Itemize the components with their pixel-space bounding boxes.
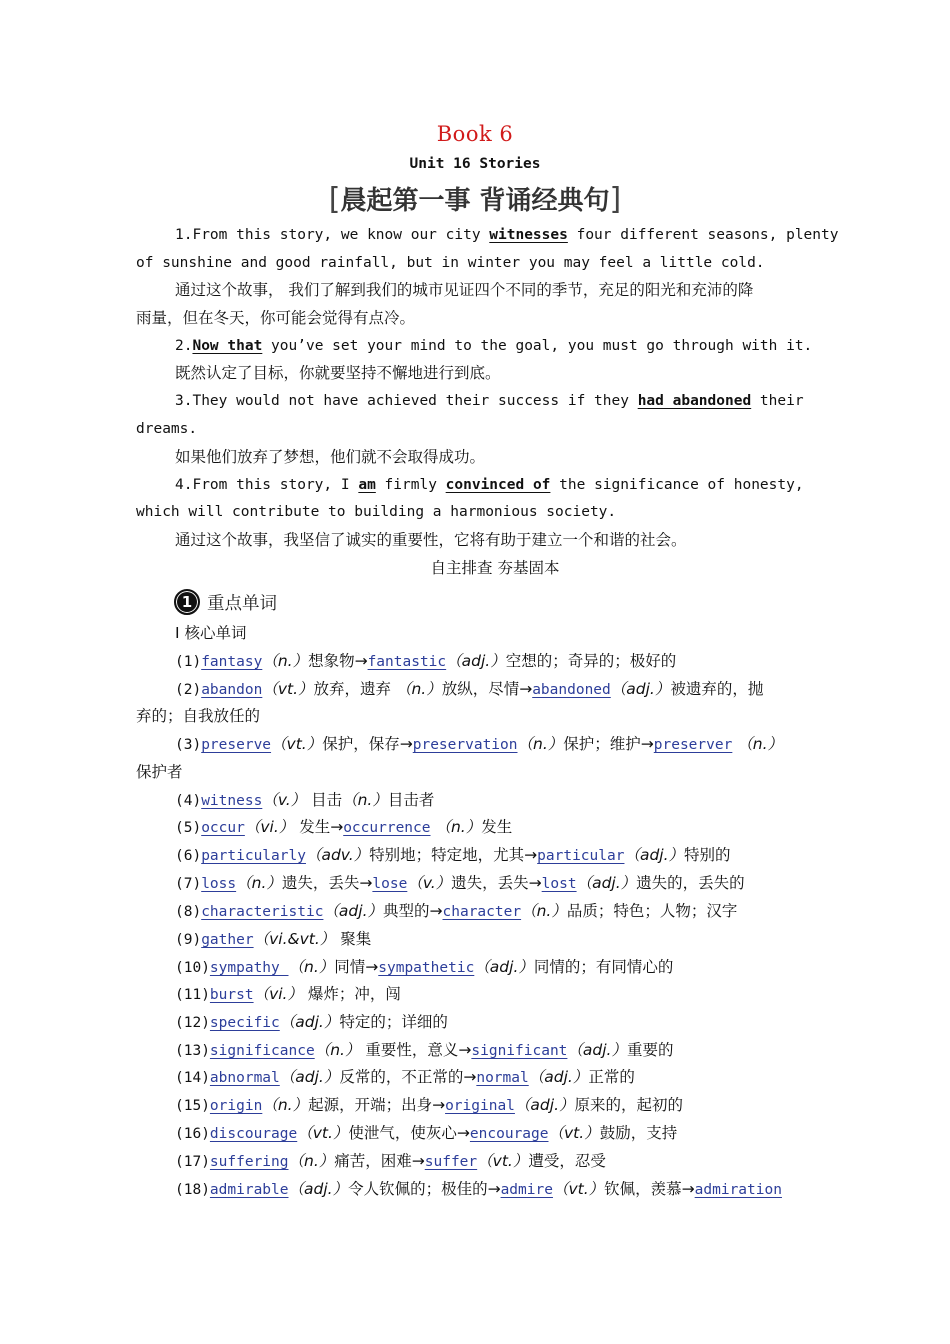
sentence-3-key-phrase: had abandoned xyxy=(637,393,752,409)
vocab-item: (1)fantasy（n.）想象物→fantastic（adj.）空想的；奇异的；极好的 xyxy=(175,652,677,670)
sentence-4-cn: 通过这个故事，我坚信了诚实的重要性，它将有助于建立一个和谐的社会。 xyxy=(175,531,687,549)
sentence-4-en-cont: which will contribute to building a harmonious society. xyxy=(136,504,617,520)
sentence-1-cn: 通过这个故事， 我们了解到我们的城市见证四个不同的季节，充足的阳光和充沛的降 xyxy=(175,281,754,299)
vocab-item-cont: 弃的；自我放任的 xyxy=(136,707,261,725)
vocab-item: (10)sympathy （n.）同情→sympathetic（adj.）同情的；有同情心的 xyxy=(175,958,674,976)
vocab-item: (16)discourage（vt.）使泄气，使灰心→encourage（vt.）鼓励，支持 xyxy=(175,1124,678,1142)
vocab-item: (4)witness（v.） 目击（n.）目击者 xyxy=(175,791,435,809)
sub-section-label: Ⅰ 核心单词 xyxy=(175,624,247,642)
sentence-2-en: 2.Now that you’ve set your mind to the goal, you must go through with it. xyxy=(175,338,813,354)
vocab-item: (8)characteristic（adj.）典型的→character（n.）品质；特色；人物；汉字 xyxy=(175,902,738,920)
vocab-item: (13)significance（n.） 重要性，意义→significant（adj.）重要的 xyxy=(175,1041,674,1059)
sentence-4-key-phrase: convinced of xyxy=(445,477,551,493)
vocab-item: (15)origin（n.）起源，开端；出身→original（adj.）原来的，起初的 xyxy=(175,1096,684,1114)
vocab-item-cont: 保护者 xyxy=(136,763,183,781)
vocab-item: (6)particularly（adv.）特别地；特定地，尤其→particular（adj.）特别的 xyxy=(175,846,731,864)
sentence-1-en-cont: of sunshine and good rainfall, but in winter you may feel a little cold. xyxy=(136,255,765,271)
sentence-2-cn: 既然认定了目标，你就要坚持不懈地进行到底。 xyxy=(175,364,501,382)
sentence-1-cn-cont: 雨量，但在冬天，你可能会觉得有点冷。 xyxy=(136,309,416,327)
banner-left-bracket: [ xyxy=(328,182,341,217)
vocab-item: (2)abandon（vt.）放弃，遗弃 （n.）放纵，尽情→abandoned（adj.）被遗弃的，抛 xyxy=(175,680,764,698)
section-number-badge: 1 xyxy=(174,589,200,615)
book-title: Book 6 xyxy=(436,122,514,146)
subheading: 自主排查 夯基固本 xyxy=(430,559,560,577)
vocab-item: (12)specific（adj.）特定的；详细的 xyxy=(175,1013,448,1031)
vocab-item: (7)loss（n.）遗失，丢失→lose（v.）遗失，丢失→lost（adj.）遗失的，丢失的 xyxy=(175,874,745,892)
section-banner xyxy=(0,180,950,217)
sentence-4-key-word: am xyxy=(358,477,376,493)
sentence-3-cn: 如果他们放弃了梦想，他们就不会取得成功。 xyxy=(175,448,486,466)
sentence-3-en: 3.They would not have achieved their success if they had abandoned their xyxy=(175,393,804,409)
vocab-item: (9)gather（vi.&vt.） 聚集 xyxy=(175,930,372,948)
vocab-item: (5)occur（vi.） 发生→occurrence （n.）发生 xyxy=(175,818,513,836)
vocab-item: (14)abnormal（adj.）反常的，不正常的→normal（adj.）正常的 xyxy=(175,1068,635,1086)
banner-right-bracket: ] xyxy=(609,182,622,217)
sentence-2-key-phrase: Now that xyxy=(192,338,263,354)
vocab-item: (17)suffering（n.）痛苦，困难→suffer（vt.）遭受，忍受 xyxy=(175,1152,606,1170)
unit-title: Unit 16 Stories xyxy=(409,156,541,172)
vocab-item: (3)preserve（vt.）保护，保存→preservation（n.）保护；维护→preserver （n.） xyxy=(175,735,784,753)
section-heading xyxy=(174,588,277,616)
sentence-4-en: 4.From this story, I am firmly convinced of the significance of honesty, xyxy=(175,477,804,493)
sentence-1-en: 1.From this story, we know our city witnesses four different seasons, plenty xyxy=(175,227,839,243)
vocab-item: (11)burst（vi.） 爆炸；冲，闯 xyxy=(175,985,401,1003)
banner-text: 晨起第一事 背诵经典句 xyxy=(340,186,610,216)
sentence-1-key-phrase: witnesses xyxy=(489,227,568,243)
vocab-item: (18)admirable（adj.）令人钦佩的；极佳的→admire（vt.）钦佩，羡慕→admiration xyxy=(175,1180,782,1198)
sentence-3-en-cont: dreams. xyxy=(136,421,198,437)
section-label: 重点单词 xyxy=(207,593,277,614)
